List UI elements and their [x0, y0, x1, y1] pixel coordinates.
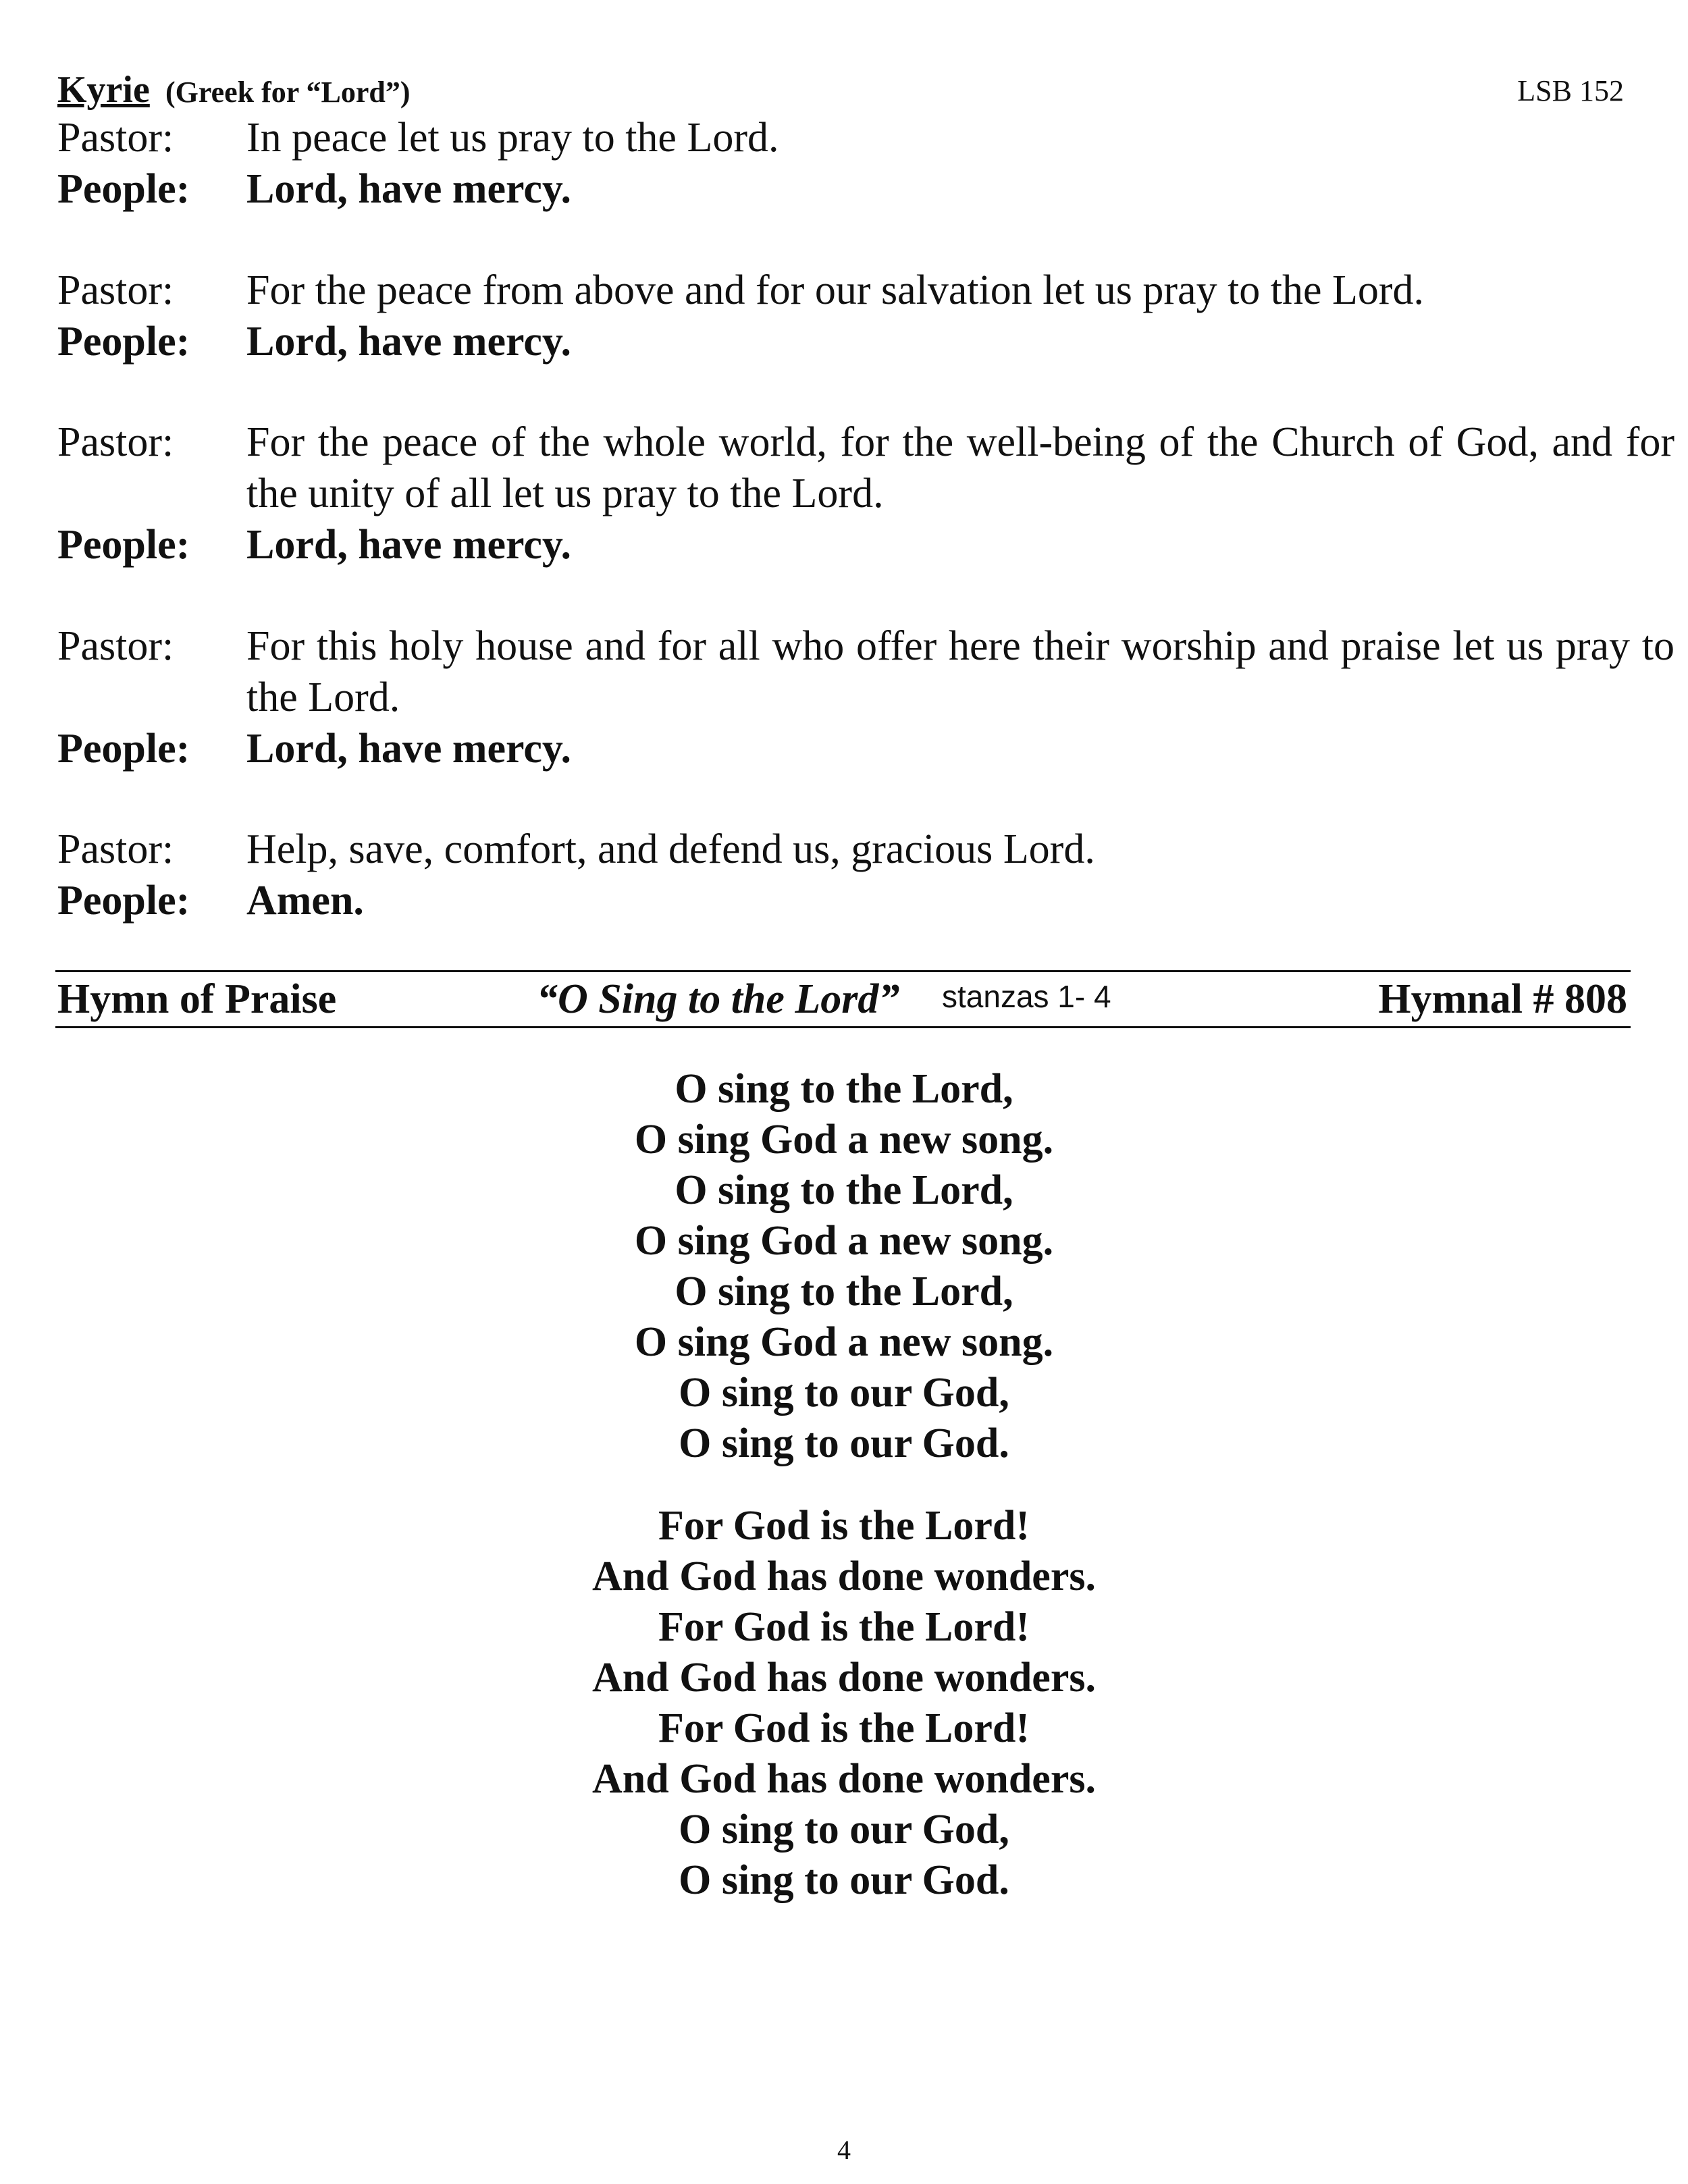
hymn-stanzas: stanzas 1- 4	[942, 979, 1111, 1014]
pastor-text: In peace let us pray to the Lord.	[246, 115, 779, 161]
kyrie-header	[57, 66, 1624, 113]
hymn-line: And God has done wonders.	[592, 1756, 1096, 1802]
pastor-text: For the peace from above and for our salvation let us pray to the Lord.	[246, 267, 1425, 313]
page-number: 4	[837, 2135, 851, 2165]
hymn-title: “O Sing to the Lord”	[537, 976, 900, 1022]
hymn-line: For God is the Lord!	[658, 1705, 1030, 1751]
people-text: Lord, have mercy.	[246, 319, 572, 365]
pastor-text: Help, save, comfort, and defend us, gracious Lord.	[246, 826, 1095, 872]
hymn-line: O sing to the Lord,	[675, 1167, 1013, 1213]
hymn-line: O sing God a new song.	[634, 1117, 1054, 1163]
people-label: People:	[57, 522, 190, 568]
hymn-line: O sing to the Lord,	[675, 1066, 1013, 1112]
hymn-line: For God is the Lord!	[658, 1604, 1030, 1650]
people-text: Lord, have mercy.	[246, 726, 572, 772]
people-text: Lord, have mercy.	[246, 166, 572, 212]
people-text: Lord, have mercy.	[246, 522, 572, 568]
pastor-text: For this holy house and for all who offer here their worship and praise let us pray to the Lord.	[246, 623, 1674, 720]
pastor-label: Pastor:	[57, 623, 174, 669]
people-text: Amen.	[246, 878, 364, 924]
kyrie-subtitle: (Greek for “Lord”)	[165, 76, 411, 109]
hymn-line: O sing to the Lord,	[675, 1269, 1013, 1314]
hymn-line: And God has done wonders.	[592, 1655, 1096, 1701]
hymn-line: O sing God a new song.	[634, 1319, 1054, 1365]
pastor-label: Pastor:	[57, 267, 174, 313]
people-label: People:	[57, 319, 190, 365]
hymn-line: O sing to our God.	[679, 1857, 1009, 1903]
hymn-bottom-rule	[55, 1026, 1631, 1028]
hymn-line: O sing to our God.	[679, 1420, 1009, 1466]
people-label: People:	[57, 726, 190, 772]
pastor-label: Pastor:	[57, 115, 174, 161]
hymn-line: O sing to our God,	[679, 1807, 1009, 1853]
people-label: People:	[57, 166, 190, 212]
hymn-line: And God has done wonders.	[592, 1553, 1096, 1599]
people-label: People:	[57, 878, 190, 924]
hymn-line: O sing to our God,	[679, 1370, 1009, 1416]
pastor-label: Pastor:	[57, 419, 174, 465]
kyrie-reference: LSB 152	[1517, 74, 1624, 107]
hymn-number: Hymnal # 808	[1378, 976, 1627, 1022]
hymn-header	[57, 972, 1627, 1026]
hymn-line: O sing God a new song.	[634, 1218, 1054, 1264]
hymn-line: For God is the Lord!	[658, 1503, 1030, 1549]
pastor-label: Pastor:	[57, 826, 174, 872]
kyrie-title: Kyrie	[57, 69, 150, 111]
hymn-label: Hymn of Praise	[57, 976, 337, 1022]
pastor-text: For the peace of the whole world, for the well-being of the Church of God, and for the unity of all let us pray to the Lord.	[246, 419, 1674, 516]
